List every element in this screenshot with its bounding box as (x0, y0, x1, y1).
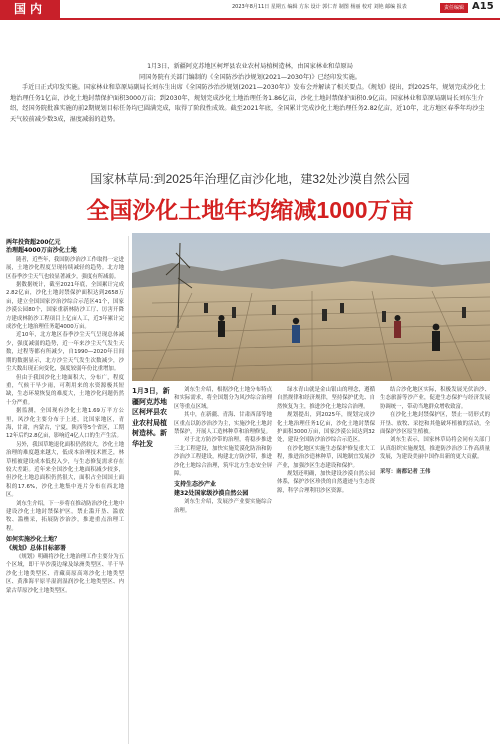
headline-title: 全国沙化土地年均缩减1000万亩 (86, 197, 414, 223)
lead-line-2: 同国务院有关部门编制的《全国防沙治沙规划(2021—2030年)》已经印发实施。 (139, 73, 361, 81)
body-paragraph: 对于北方防沙带的治理，将稳步推进三北工程建设，加快实施荒漠化防治和防沙治沙工程建设，构建北方防沙带，推进沙化土地综合治理，筑牢北方生态安全屏障。 (174, 437, 272, 478)
headline-subtitle: 国家林草局:到2025年治理亿亩沙化地，建32处沙漠自然公园 (90, 172, 410, 186)
column-divider (128, 236, 129, 744)
header-rule (0, 18, 500, 20)
left-paragraph: 另外，我国草地退化面积仍然较大，沙化土地治理的难度越来越大，低成本治理技术匮乏，林草植被建设成本低投入少，与生态修复需求存在较大差距。近年来全国沙化土地面积减少较多，但沙化土地总面积仍然很大，面积占全国国土面积的17.6%，沙化土地集中连片分布在西北地区。 (6, 441, 124, 499)
lead-paragraph (10, 62, 490, 125)
left-paragraph: 刘东生介绍，下一步将在推动防治沙化土地中建设沙化土地封禁保护区，禁止滥开垦、滥放牧、滥樵采，拓展防沙治沙，推进重点治理工程。 (6, 500, 124, 532)
page-header (0, 0, 500, 18)
body-column-3 (380, 386, 490, 476)
left-column (6, 236, 124, 595)
desert-planting-photo (132, 233, 490, 381)
left-subhead-2: 治理超4000万亩沙化土地 (6, 247, 77, 255)
body-paragraph: 在沙化土地封禁保护区，禁止一切形式的开垦、放牧、采挖和其他破坏植被的活动，全面保护沙区原生植被。 (380, 412, 490, 436)
lead-body: 手近日正式印发实施。国家林业和草原局副局长刘东生出席《全国防沙治沙规划(2021—2030年)》发布会并解读了相关要点。《规划》提出，到2025年，规划完成沙化土地治理任务1亿亩，沙化土地封禁保护面积3000万亩；到2030年，规划完成沙化土地治理任务1.86亿亩，沙化土地封禁保护面积0.9亿亩。国家林业和草原局副局长刘东生介绍，经国务院批准实施的前2期规划目标任务均已圆满完成，取得了阶段性成效。截至2021年底，全国累计完成沙化土地治理任务2.82亿亩，近10年，北方地区春季年均沙尘天气较前减少数3成，湿度减弱的趋势。 (10, 84, 486, 123)
lead-line-1: 1月3日，新疆阿克苏地区柯坪县农业农村局植树造林，由国家林业和草原局 (147, 63, 353, 70)
article-author: 采写：南都记者 王伟 (380, 468, 431, 475)
body-paragraph: 其中，在新疆、青海、甘肃西部等地区重点以防沙治沙为主，实施沙化土地封禁保护，开展人工造林种草和治理修复。 (174, 412, 272, 436)
page-number: A15 (472, 1, 494, 12)
body-paragraph: 刘东生介绍，发展沙产业要实施综合治理。 (174, 499, 272, 514)
news-photo (132, 233, 490, 381)
left-subhead-3: 如何实施沙化土地？ (6, 536, 61, 544)
left-paragraph: 《规划》明确将沙化土地治理工作主要分为五个区域，即干旱沙漠边缘及绿洲类型区、半干旱沙化土地类型区、青藏高原高寒沙化土地类型区、黄淮海平原半湿润湿润沙化土地类型区、内蒙古草原沙化土地类型区。 (6, 554, 124, 594)
body-paragraph: 绿水青山就是金山银山的理念，遵循自然规律和经济规律，坚持保护优先、自然恢复为主，推进沙化土地综合治理。 (277, 387, 375, 410)
section-label: 国内 (0, 0, 60, 18)
body-column-2 (277, 386, 375, 495)
body-paragraph: 规划提出，到2025年，规划完成沙化土地治理任务1亿亩，沙化土地封禁保护面积3000万亩，国家沙漠公园达到32处，建设全国防沙治沙综合示范区。 (277, 412, 375, 444)
left-paragraph: 据监测，全国现有沙化土地1.69万平方公里，风沙化主要分布于上述，比国家地区，青海，甘肃，内蒙古，宁夏，陕西等5个省区，工期12年后约2.8亿亩，影响近4亿人口的生产生活。 (6, 408, 124, 440)
left-paragraph: 近10年，北方地区春季沙尘天气呈现总体减少，强度减弱的趋势，近一年来沙尘天气发生天数，过程等都有所减少，自1990—2020年日间期的数据显示，北方沙尘天气发生次数减少，沙尘大数出现正向变化，强度较弱年份比重增加。 (6, 332, 124, 373)
photo-caption: 1月3日，新疆阿克苏地区柯坪县农业农村局植树造林。新华社发 (132, 387, 170, 448)
left-subhead-1: 两年投资超200亿元 (6, 239, 61, 246)
body-paragraph: 刘东生表示，国家林草局将会同有关部门认真组织实施规划，推进防沙治沙工作高质量发展，为建设美丽中国作出新的更大贡献。 (380, 437, 490, 461)
left-paragraph: 但由于我国沙化土地面积大，分布广，程度重，气候干旱少雨，可利用来的水资源极其短缺，生态环境恢复的难度大，土地沙化问题仍然十分严重。 (6, 374, 124, 406)
body-subhead-1: 支持生态沙产业 (174, 481, 217, 489)
left-subhead-4: 《规划》总体目标部署 (6, 544, 67, 552)
left-paragraph: 据数据统计，截至2021年底，全国累计完成2.82亿亩，沙化土地封禁保护面积达到2658万亩，建立全国国家沙治沙综合示范区41个，国家沙漠公园80个，国家重新林防沙工厅、厉害开降方建成林防沙工程项目上亿亩人工，近3年累计完成沙化土地治理任务超4000万亩。 (6, 282, 124, 331)
body-paragraph: 结合沙化地区实际，积极发展光伏治沙、生态旅游等沙产业，促进生态保护与经济发展协调统一，带动当地群众增收致富。 (380, 387, 490, 410)
editor-badge: 责任编辑 (440, 3, 468, 13)
body-paragraph: 在沙化地区实施生态保护修复重大工程，推进治沙造林种草，因地制宜发展沙产业，加强沙区生态建设和保护。 (277, 445, 375, 469)
body-subhead-2: 建32处国家级沙漠自然公园 (174, 489, 249, 497)
issue-info: 2023年8月11日 星期五 编辑 方东 设计 郭仁青 制图 杨丽 校对 刘艳 邮编 报表 (232, 4, 407, 10)
body-paragraph: 规划还明确，加快建设沙漠自然公园体系，保护沙区珍贵的自然遗迹与生态资源，科学合理利用沙区资源。 (277, 471, 375, 494)
body-paragraph: 刘东生介绍，根据沙化土地分布特点和实际需求，将全国划分为风沙综合治理区等重点区域。 (174, 387, 272, 410)
body-column-1 (174, 386, 272, 515)
left-paragraph: 随者，近些年，我国防沙治沙工作取得一定进展，土地沙化程度呈现持续减轻的趋势。北方地区春季沙尘天气也较显著减少，强度有所减弱。 (6, 256, 124, 280)
